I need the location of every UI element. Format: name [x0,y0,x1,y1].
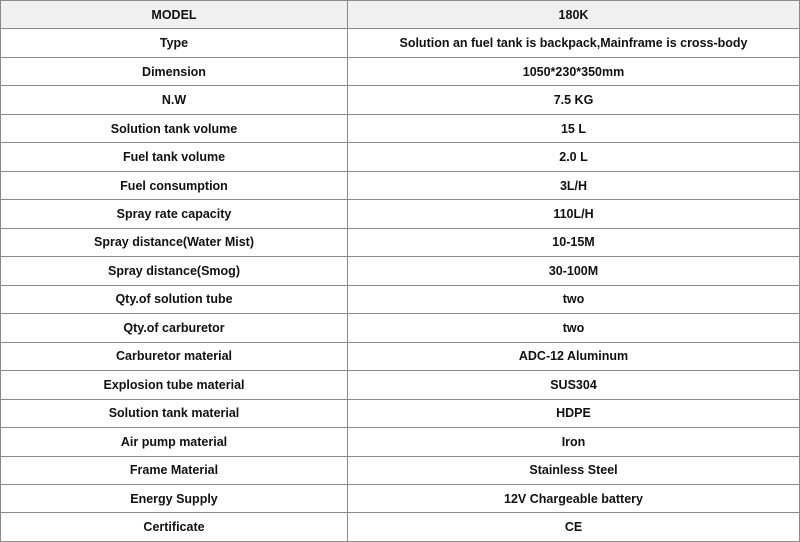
row-label: Qty.of solution tube [1,285,348,313]
table-row [1,171,800,199]
row-label: Spray distance(Smog) [1,257,348,285]
row-label: Carburetor material [1,342,348,370]
row-value: 110L/H [348,200,800,228]
table-row [1,86,800,114]
row-label: Fuel tank volume [1,143,348,171]
row-label: MODEL [1,1,348,29]
row-value: 7.5 KG [348,86,800,114]
table-row [1,342,800,370]
table-row [1,399,800,427]
row-value: 12V Chargeable battery [348,484,800,512]
row-label: N.W [1,86,348,114]
table-row [1,143,800,171]
row-value: two [348,314,800,342]
row-value: 180K [348,1,800,29]
row-label: Dimension [1,57,348,85]
table-row [1,314,800,342]
row-label: Fuel consumption [1,171,348,199]
row-value: 30-100M [348,257,800,285]
row-value: 15 L [348,114,800,142]
row-label: Certificate [1,513,348,542]
row-value: ADC-12 Aluminum [348,342,800,370]
row-value: Solution an fuel tank is backpack,Mainframe is cross-body [348,29,800,57]
table-row [1,29,800,57]
row-value: two [348,285,800,313]
row-value: 10-15M [348,228,800,256]
row-label: Spray rate capacity [1,200,348,228]
table-row [1,456,800,484]
table-row [1,484,800,512]
row-label: Spray distance(Water Mist) [1,228,348,256]
row-label: Explosion tube material [1,371,348,399]
table-row [1,371,800,399]
row-value: Stainless Steel [348,456,800,484]
table-row [1,200,800,228]
table-row-model [1,1,800,29]
row-label: Solution tank material [1,399,348,427]
table-row [1,285,800,313]
row-label: Frame Material [1,456,348,484]
table-row [1,428,800,456]
table-row [1,513,800,542]
row-value: CE [348,513,800,542]
row-value: 2.0 L [348,143,800,171]
row-value: Iron [348,428,800,456]
spec-table-body [1,1,800,542]
row-label: Type [1,29,348,57]
table-row [1,114,800,142]
row-label: Qty.of carburetor [1,314,348,342]
table-row [1,57,800,85]
row-label: Air pump material [1,428,348,456]
row-value: 3L/H [348,171,800,199]
table-row [1,257,800,285]
row-value: HDPE [348,399,800,427]
table-row [1,228,800,256]
row-label: Energy Supply [1,484,348,512]
row-value: 1050*230*350mm [348,57,800,85]
row-value: SUS304 [348,371,800,399]
row-label: Solution tank volume [1,114,348,142]
